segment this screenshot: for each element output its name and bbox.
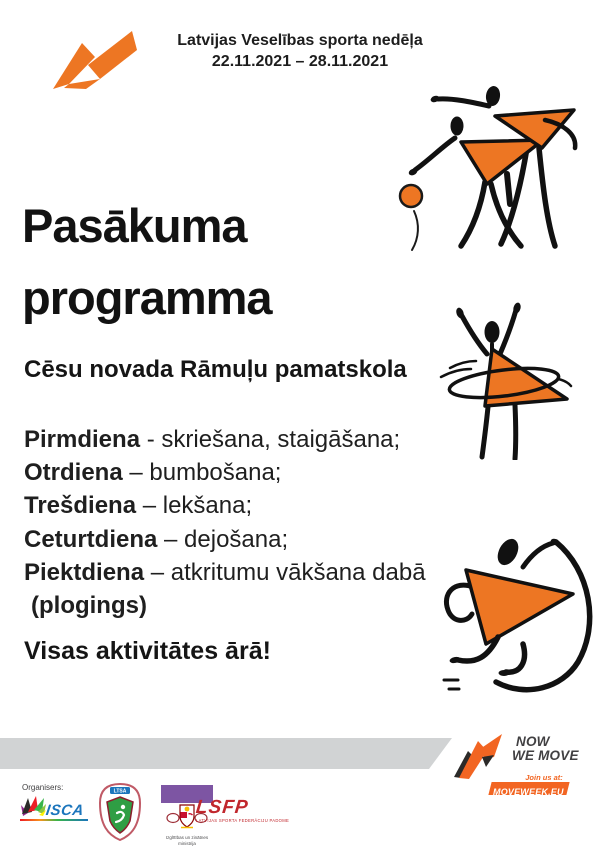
- now-we-move-wordmark: [512, 735, 579, 762]
- footer-gray-stripe: [0, 738, 452, 769]
- isca-tagline-bar: [20, 819, 88, 821]
- ltsa-wordmark: LTSA: [113, 788, 127, 795]
- nwm-line2: WE MOVE: [512, 747, 579, 763]
- page-title-line1: Pasākuma: [22, 199, 247, 252]
- organisers-label: Organisers:: [22, 783, 64, 792]
- ministry-name: Izglītības un zinātnes ministrija: [165, 835, 209, 846]
- isca-hand-icon: [20, 794, 46, 818]
- poster-header-title: [138, 30, 462, 72]
- moveweek-url-banner: [488, 782, 569, 795]
- schedule-note: (plogings): [31, 592, 147, 620]
- event-dates: 22.11.2021 – 28.11.2021: [211, 53, 389, 70]
- event-name: Latvijas Veselības sporta nedēļa: [177, 32, 423, 49]
- lsfp-wordmark: LSFP: [194, 797, 250, 818]
- outdoor-note: Visas aktivitātes ārā!: [24, 637, 271, 665]
- join-us-label: Join us at:: [525, 773, 563, 782]
- moveweek-arrow-logo-icon: [42, 26, 138, 96]
- lsfp-full-name: LATVIJAS SPORTA FEDERĀCIJU PADOME: [196, 818, 290, 823]
- schedule-row: Ceturtdiena – dejošana;: [24, 525, 289, 553]
- schedule-row: Trešdiena – lekšana;: [24, 492, 253, 520]
- now-we-move-lockup: [450, 727, 598, 802]
- weekly-schedule: [24, 423, 426, 622]
- school-name: Cēsu novada Rāmuļu pamatskola: [24, 356, 407, 383]
- moveweek-url: MOVEWEEK.EU: [492, 787, 564, 797]
- schedule-row: Pirmdiena - skriešana, staigāšana;: [24, 426, 401, 453]
- rope-skipping-figure-illustration: [428, 532, 600, 704]
- schedule-row: Otrdiena – bumbošana;: [24, 459, 282, 487]
- schedule-row: Piektdiena – atkritumu vākšana dabā: [24, 558, 426, 586]
- page-title-line2: programma: [22, 271, 272, 324]
- dancing-couple-illustration: [393, 84, 593, 252]
- ltsa-crest-logo: [98, 783, 142, 841]
- lsfp-logo: [196, 799, 289, 823]
- nwm-line1: NOW: [516, 734, 550, 749]
- isca-wordmark: ISCA: [44, 802, 86, 819]
- page-title: [22, 190, 272, 334]
- isca-logo: [20, 794, 92, 821]
- hula-hoop-figure-illustration: [432, 302, 597, 460]
- now-we-move-arrow-icon: [454, 732, 506, 780]
